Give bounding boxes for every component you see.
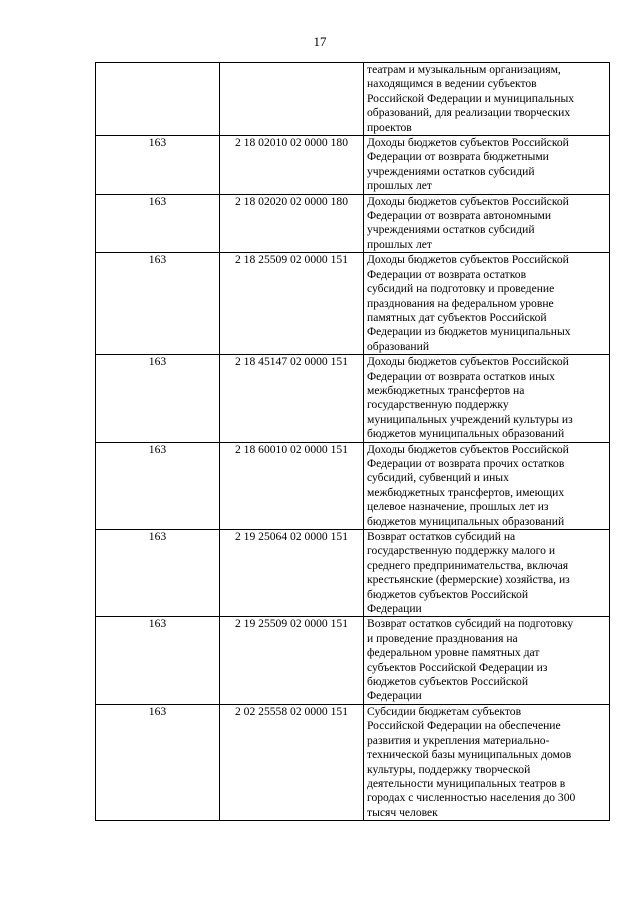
admin-code-cell xyxy=(96,194,220,253)
budget-code: 2 18 45147 02 0000 151 xyxy=(234,355,349,369)
description-text: Доходы бюджетов субъектов Российской Федерации от возврата прочих остатков субсидий, субвенций и иных межбюджетных трансфертов, имеющих целевое назначение, прошлых лет из бюджетов муниципальных образований xyxy=(367,442,569,528)
admin-code-cell xyxy=(96,355,220,442)
budget-code-cell xyxy=(220,355,364,442)
description-text: театрам и музыкальным организациям, находящимся в ведении субъектов Российской Федерации и муниципальных образований, для реализации творческих проектов xyxy=(367,63,575,134)
budget-code: 2 02 25558 02 0000 151 xyxy=(234,704,349,718)
budget-code-cell xyxy=(220,63,364,136)
admin-code: 163 xyxy=(148,253,167,267)
budget-code-cell xyxy=(220,194,364,253)
budget-code-cell xyxy=(220,617,364,704)
admin-code-cell xyxy=(96,136,220,195)
admin-code: 163 xyxy=(148,704,167,718)
description-cell xyxy=(364,442,610,529)
budget-code-cell xyxy=(220,442,364,529)
budget-code: 2 19 25509 02 0000 151 xyxy=(234,617,349,631)
table-row xyxy=(96,63,610,136)
budget-code-cell xyxy=(220,704,364,820)
page-number: 17 xyxy=(313,34,327,49)
description-text: Доходы бюджетов субъектов Российской Федерации от возврата остатков субсидий на подготовку и проведение празднования на федеральном уровне памятных дат субъектов Российской Федерации из бюджетов муниципальных образований xyxy=(367,253,571,353)
admin-code-cell xyxy=(96,530,220,617)
description-text: Доходы бюджетов субъектов Российской Федерации от возврата автономными учреждениями остатков субсидий прошлых лет xyxy=(367,194,569,251)
admin-code-cell xyxy=(96,704,220,820)
budget-code: 2 18 02010 02 0000 180 xyxy=(234,136,349,150)
description-text: Субсидии бюджетам субъектов Российской Федерации на обеспечение развития и укрепления материально- технической базы муниципальных домов культуры, поддержку творческой деятельности муниципальных театров в городах с численностью населения до 300 тысяч человек xyxy=(367,704,576,819)
description-cell xyxy=(364,63,610,136)
admin-code: 163 xyxy=(148,617,167,631)
description-cell xyxy=(364,530,610,617)
budget-code-cell xyxy=(220,253,364,355)
revenue-codes-table xyxy=(95,62,610,821)
admin-code-cell xyxy=(96,63,220,136)
budget-code: 2 18 02020 02 0000 180 xyxy=(234,194,349,208)
admin-code-cell xyxy=(96,442,220,529)
description-text: Возврат остатков субсидий на государственную поддержку малого и среднего предпринимательства, включая крестьянские (фермерские) хозяйства, из бюджетов субъектов Российской Федерации xyxy=(367,530,570,616)
description-cell xyxy=(364,136,610,195)
description-cell xyxy=(364,617,610,704)
admin-code: 163 xyxy=(148,530,167,543)
description-text: Доходы бюджетов субъектов Российской Федерации от возврата бюджетными учреждениями остатков субсидий прошлых лет xyxy=(367,136,569,193)
table-row xyxy=(96,704,610,820)
description-cell xyxy=(364,704,610,820)
table-row xyxy=(96,442,610,529)
admin-code: 163 xyxy=(148,442,167,456)
budget-code-cell xyxy=(220,136,364,195)
admin-code: 163 xyxy=(148,194,167,208)
budget-code-cell xyxy=(220,530,364,617)
description-text: Возврат остатков субсидий на подготовку и проведение празднования на федеральном уровне памятных дат субъектов Российской Федерации из бюджетов субъектов Российской Федерации xyxy=(367,617,574,703)
table-row xyxy=(96,530,610,617)
description-cell xyxy=(364,194,610,253)
description-cell xyxy=(364,253,610,355)
table-row xyxy=(96,355,610,442)
budget-code: 2 19 25064 02 0000 151 xyxy=(234,530,349,543)
admin-code-cell xyxy=(96,253,220,355)
table-row xyxy=(96,253,610,355)
table-row xyxy=(96,617,610,704)
budget-code: 2 18 60010 02 0000 151 xyxy=(234,442,349,456)
admin-code: 163 xyxy=(148,355,167,369)
admin-code: 163 xyxy=(148,136,167,150)
description-text: Доходы бюджетов субъектов Российской Федерации от возврата остатков иных межбюджетных трансфертов на государственную поддержку муниципальных учреждений культуры из бюджетов муниципальных образований xyxy=(367,355,573,441)
table-row xyxy=(96,194,610,253)
table-row xyxy=(96,136,610,195)
admin-code-cell xyxy=(96,617,220,704)
budget-code: 2 18 25509 02 0000 151 xyxy=(234,253,349,267)
description-cell xyxy=(364,355,610,442)
